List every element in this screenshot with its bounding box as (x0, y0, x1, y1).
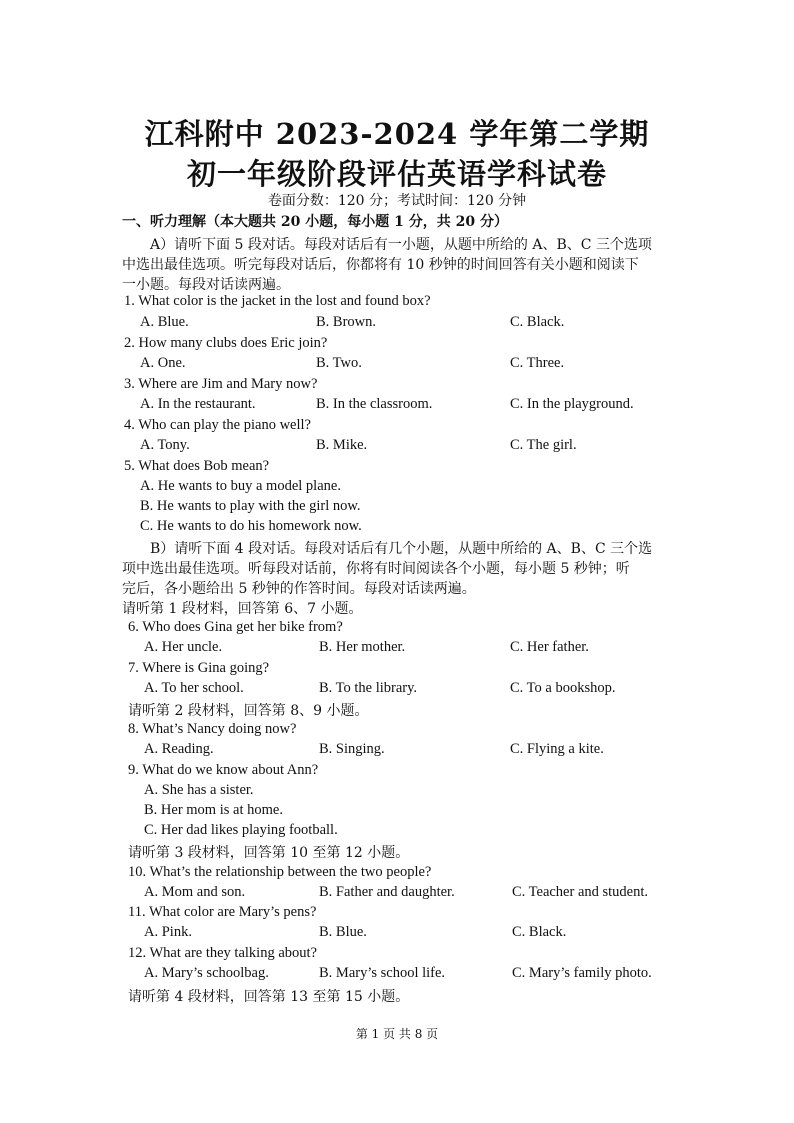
option-b: B. Mary’s school life. (319, 965, 446, 981)
option-c: C. The girl. (510, 437, 577, 453)
part-b-instruction-2: 项中选出最佳选项。听每段对话前，你将有时间阅读各个小题，每小题 5 秒钟；听 (122, 561, 630, 577)
exam-title-line1: 江科附中 2023-2024 学年第二学期 (144, 117, 650, 151)
option-a: A. To her school. (144, 680, 244, 696)
option-c: C. Black. (510, 314, 565, 330)
option-c: C. Mary’s family photo. (512, 965, 652, 981)
option-a: A. Her uncle. (144, 639, 223, 655)
option-b: B. Father and daughter. (319, 884, 455, 900)
material-1-note: 请听第 1 段材料，回答第 6、7 小题。 (122, 601, 363, 617)
option-b: B. Her mom is at home. (144, 802, 283, 818)
option-b: B. Singing. (319, 741, 385, 757)
part-a-instruction-3: 一小题。每段对话读两遍。 (122, 277, 290, 293)
option-b: B. He wants to play with the girl now. (140, 498, 361, 514)
option-c: C. Black. (512, 924, 567, 940)
option-c: C. To a bookshop. (510, 680, 616, 696)
option-b: B. Two. (316, 355, 362, 371)
question-stem: 3. Where are Jim and Mary now? (124, 376, 318, 392)
question-stem: 8. What’s Nancy doing now? (128, 721, 297, 737)
exam-meta: 卷面分数：120 分；考试时间：120 分钟 (267, 193, 527, 209)
option-c: C. Flying a kite. (510, 741, 604, 757)
option-a: A. Pink. (144, 924, 192, 940)
option-c: C. Her dad likes playing football. (144, 822, 338, 838)
question-stem: 10. What’s the relationship between the two people? (128, 864, 432, 880)
option-a: A. One. (140, 355, 186, 371)
option-c: C. Her father. (510, 639, 589, 655)
option-b: B. Her mother. (319, 639, 406, 655)
option-b: B. Blue. (319, 924, 367, 940)
option-a: A. Mom and son. (144, 884, 246, 900)
option-b: B. Brown. (316, 314, 377, 330)
part-b-instruction-1: B）请听下面 4 段对话。每段对话后有几个小题，从题中所给的 A、B、C 三个选 (150, 541, 653, 557)
part-b-instruction-3: 完后，各小题给出 5 秒钟的作答时间。每段对话读两遍。 (122, 581, 476, 597)
question-stem: 7. Where is Gina going? (128, 660, 270, 676)
question-stem: 4. Who can play the piano well? (124, 417, 311, 433)
option-c: C. He wants to do his homework now. (140, 518, 362, 534)
page-footer: 第 1 页 共 8 页 (355, 1027, 439, 1041)
option-a: A. Tony. (140, 437, 190, 453)
option-c: C. Teacher and student. (512, 884, 649, 900)
question-stem: 6. Who does Gina get her bike from? (128, 619, 343, 635)
question-stem: 1. What color is the jacket in the lost and found box? (124, 293, 431, 309)
option-b: B. Mike. (316, 437, 368, 453)
option-c: C. Three. (510, 355, 565, 371)
question-stem: 11. What color are Mary’s pens? (128, 904, 317, 920)
question-stem: 9. What do we know about Ann? (128, 762, 319, 778)
material-4-note: 请听第 4 段材料，回答第 13 至第 15 小题。 (128, 989, 410, 1005)
option-b: B. To the library. (319, 680, 418, 696)
option-a: A. Mary’s schoolbag. (144, 965, 269, 981)
material-2-note: 请听第 2 段材料，回答第 8、9 小题。 (128, 703, 369, 719)
section-heading: 一、听力理解（本大题共 20 小题，每小题 1 分，共 20 分） (122, 214, 508, 230)
exam-title-line2: 初一年级阶段评估英语学科试卷 (186, 157, 607, 191)
option-c: C. In the playground. (510, 396, 634, 412)
option-a: A. Reading. (144, 741, 214, 757)
option-a: A. Blue. (140, 314, 189, 330)
option-a: A. He wants to buy a model plane. (140, 478, 341, 494)
part-a-instruction-2: 中选出最佳选项。听完每段对话后，你都将有 10 秒钟的时间回答有关小题和阅读下 (122, 257, 639, 273)
question-stem: 12. What are they talking about? (128, 945, 317, 961)
part-a-instruction-1: A）请听下面 5 段对话。每段对话后有一小题，从题中所给的 A、B、C 三个选项 (150, 237, 652, 253)
option-a: A. She has a sister. (144, 782, 254, 798)
question-stem: 5. What does Bob mean? (124, 458, 270, 474)
option-b: B. In the classroom. (316, 396, 433, 412)
question-stem: 2. How many clubs does Eric join? (124, 335, 328, 351)
option-a: A. In the restaurant. (140, 396, 256, 412)
material-3-note: 请听第 3 段材料，回答第 10 至第 12 小题。 (128, 845, 410, 861)
